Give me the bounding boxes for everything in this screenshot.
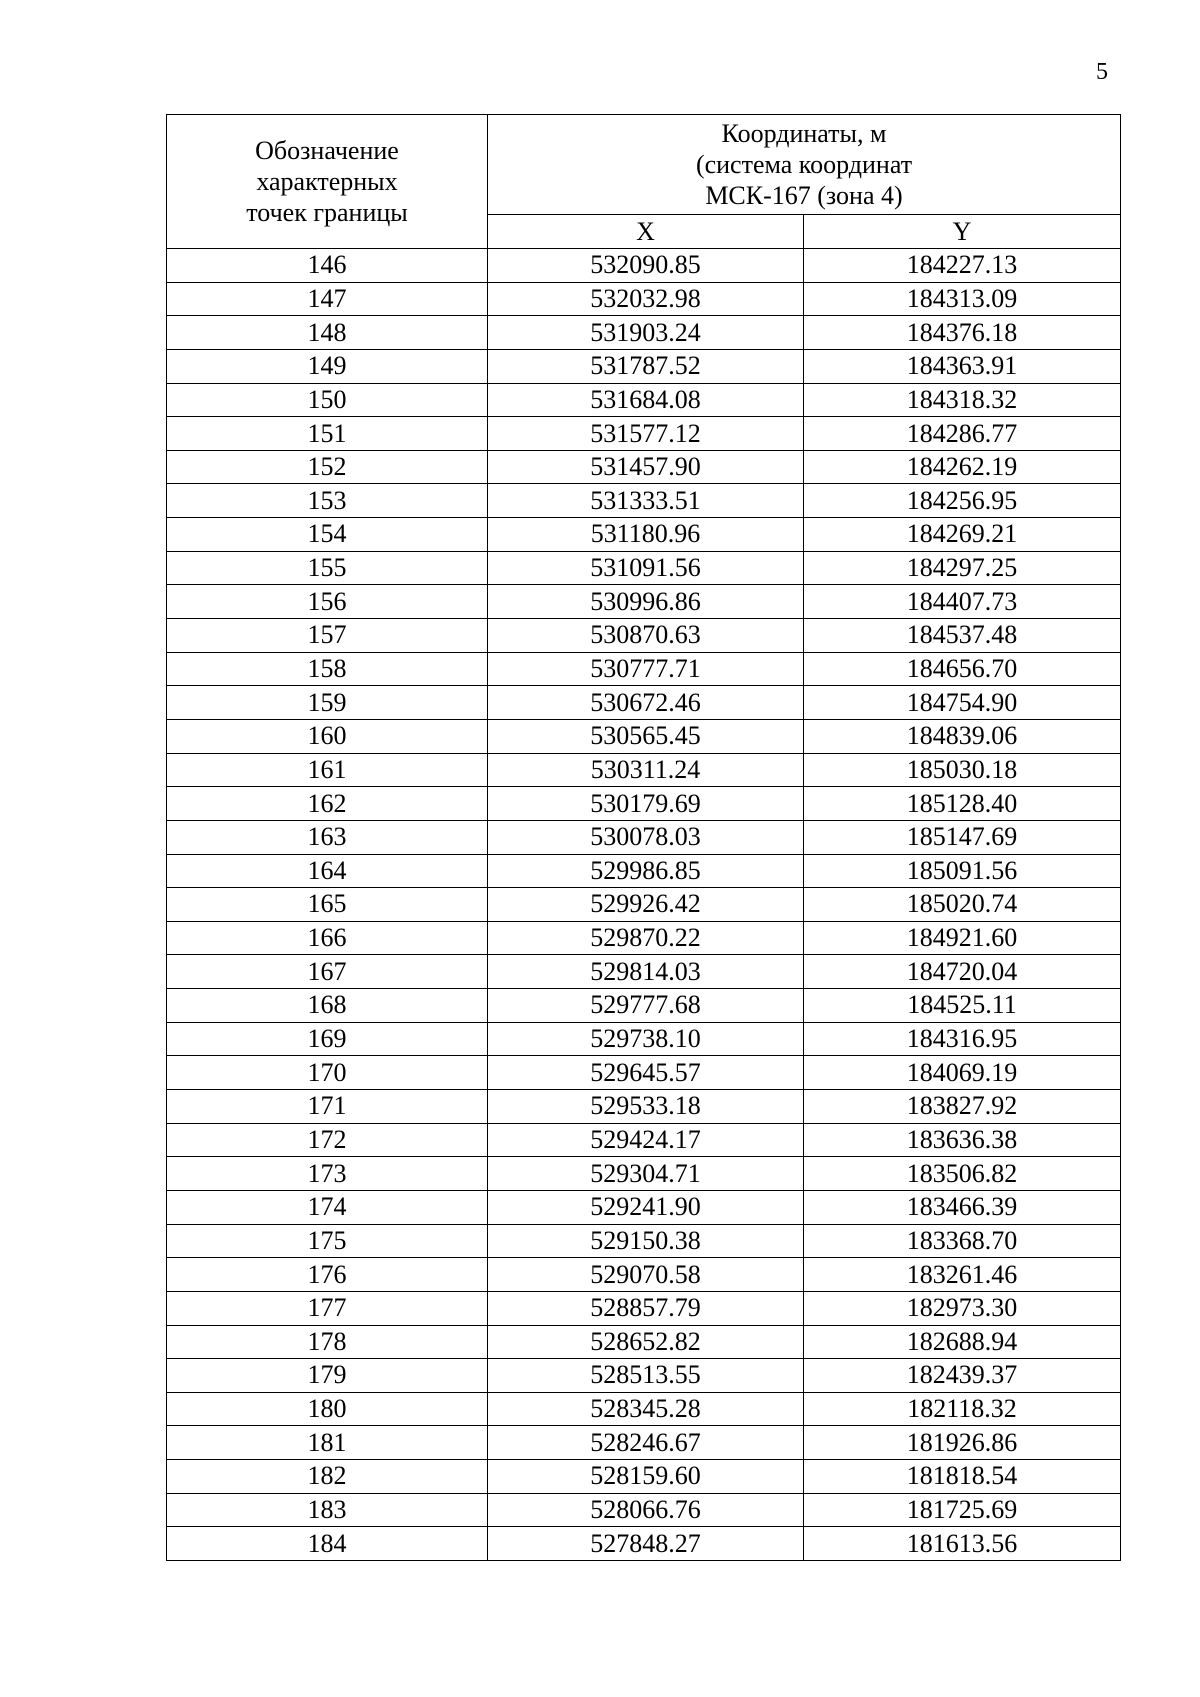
x-coordinate-cell: 527848.27	[488, 1527, 804, 1561]
point-cell: 164	[167, 854, 488, 888]
y-coordinate-cell: 184656.70	[804, 652, 1121, 686]
point-cell: 160	[167, 719, 488, 753]
table-row	[167, 854, 1121, 888]
x-coordinate-cell: 529870.22	[488, 921, 804, 955]
table-row	[167, 921, 1121, 955]
table-row	[167, 1123, 1121, 1157]
x-coordinate-cell: 530777.71	[488, 652, 804, 686]
y-coordinate-cell: 184318.32	[804, 383, 1121, 417]
point-cell: 177	[167, 1291, 488, 1325]
y-coordinate-cell: 182118.32	[804, 1392, 1121, 1426]
y-coordinate-cell: 181613.56	[804, 1527, 1121, 1561]
table-row	[167, 383, 1121, 417]
table-row	[167, 955, 1121, 989]
table-row	[167, 282, 1121, 316]
point-cell: 147	[167, 282, 488, 316]
point-cell: 161	[167, 753, 488, 787]
point-cell: 184	[167, 1527, 488, 1561]
point-cell: 172	[167, 1123, 488, 1157]
table-row	[167, 585, 1121, 619]
table-row	[167, 619, 1121, 653]
x-coordinate-cell: 529424.17	[488, 1123, 804, 1157]
y-coordinate-cell: 184363.91	[804, 349, 1121, 383]
y-coordinate-cell: 182439.37	[804, 1359, 1121, 1393]
y-coordinate-cell: 185128.40	[804, 787, 1121, 821]
table-row	[167, 450, 1121, 484]
point-cell: 162	[167, 787, 488, 821]
point-cell: 181	[167, 1426, 488, 1460]
table-row	[167, 1224, 1121, 1258]
y-coordinate-cell: 184227.13	[804, 249, 1121, 283]
x-coordinate-cell: 531684.08	[488, 383, 804, 417]
table-row	[167, 820, 1121, 854]
point-cell: 154	[167, 518, 488, 552]
table-row	[167, 1022, 1121, 1056]
x-coordinate-cell: 529304.71	[488, 1157, 804, 1191]
x-coordinate-cell: 530179.69	[488, 787, 804, 821]
x-coordinate-cell: 529645.57	[488, 1056, 804, 1090]
y-coordinate-cell: 181926.86	[804, 1426, 1121, 1460]
table-row	[167, 719, 1121, 753]
point-cell: 174	[167, 1190, 488, 1224]
table-row	[167, 349, 1121, 383]
table-row	[167, 888, 1121, 922]
table-row	[167, 1258, 1121, 1292]
table-row	[167, 484, 1121, 518]
point-cell: 168	[167, 989, 488, 1023]
y-coordinate-cell: 181818.54	[804, 1460, 1121, 1494]
point-cell: 178	[167, 1325, 488, 1359]
point-cell: 156	[167, 585, 488, 619]
point-cell: 158	[167, 652, 488, 686]
y-coordinate-cell: 183368.70	[804, 1224, 1121, 1258]
y-coordinate-cell: 184376.18	[804, 316, 1121, 350]
x-coordinate-cell: 529986.85	[488, 854, 804, 888]
y-coordinate-cell: 184262.19	[804, 450, 1121, 484]
point-cell: 149	[167, 349, 488, 383]
table-row	[167, 417, 1121, 451]
point-cell: 173	[167, 1157, 488, 1191]
point-cell: 153	[167, 484, 488, 518]
x-coordinate-cell: 529241.90	[488, 1190, 804, 1224]
x-coordinate-cell: 528246.67	[488, 1426, 804, 1460]
y-coordinate-cell: 183466.39	[804, 1190, 1121, 1224]
y-coordinate-cell: 185147.69	[804, 820, 1121, 854]
point-cell: 155	[167, 551, 488, 585]
y-coordinate-cell: 184313.09	[804, 282, 1121, 316]
x-coordinate-cell: 532090.85	[488, 249, 804, 283]
y-coordinate-cell: 183636.38	[804, 1123, 1121, 1157]
table-row	[167, 787, 1121, 821]
x-coordinate-cell: 529814.03	[488, 955, 804, 989]
x-coordinate-cell: 530311.24	[488, 753, 804, 787]
x-coordinate-cell: 528857.79	[488, 1291, 804, 1325]
x-coordinate-cell: 528066.76	[488, 1493, 804, 1527]
x-coordinate-cell: 530672.46	[488, 686, 804, 720]
y-coordinate-cell: 183827.92	[804, 1090, 1121, 1124]
point-cell: 152	[167, 450, 488, 484]
point-cell: 180	[167, 1392, 488, 1426]
header-coordinates: Координаты, м (система координат МСК-167 (зона 4)	[488, 115, 1121, 215]
x-coordinate-cell: 531333.51	[488, 484, 804, 518]
x-coordinate-cell: 529926.42	[488, 888, 804, 922]
coordinates-table	[166, 114, 1121, 1561]
point-cell: 182	[167, 1460, 488, 1494]
point-cell: 170	[167, 1056, 488, 1090]
y-coordinate-cell: 184286.77	[804, 417, 1121, 451]
table-row	[167, 249, 1121, 283]
y-coordinate-cell: 185020.74	[804, 888, 1121, 922]
y-coordinate-cell: 185030.18	[804, 753, 1121, 787]
point-cell: 157	[167, 619, 488, 653]
table-row	[167, 753, 1121, 787]
x-coordinate-cell: 531903.24	[488, 316, 804, 350]
y-coordinate-cell: 184069.19	[804, 1056, 1121, 1090]
x-coordinate-cell: 528513.55	[488, 1359, 804, 1393]
y-coordinate-cell: 184297.25	[804, 551, 1121, 585]
y-coordinate-cell: 181725.69	[804, 1493, 1121, 1527]
table-row	[167, 1460, 1121, 1494]
table-row	[167, 1291, 1121, 1325]
page-number: 5	[1096, 59, 1108, 85]
x-coordinate-cell: 528159.60	[488, 1460, 804, 1494]
point-cell: 176	[167, 1258, 488, 1292]
table-row	[167, 551, 1121, 585]
x-coordinate-cell: 529777.68	[488, 989, 804, 1023]
point-cell: 179	[167, 1359, 488, 1393]
y-coordinate-cell: 185091.56	[804, 854, 1121, 888]
x-coordinate-cell: 531091.56	[488, 551, 804, 585]
x-coordinate-cell: 530996.86	[488, 585, 804, 619]
point-cell: 183	[167, 1493, 488, 1527]
table-body	[167, 249, 1121, 1561]
table-row	[167, 1157, 1121, 1191]
point-cell: 175	[167, 1224, 488, 1258]
point-cell: 169	[167, 1022, 488, 1056]
y-coordinate-cell: 182688.94	[804, 1325, 1121, 1359]
table-header	[167, 115, 1121, 249]
point-cell: 163	[167, 820, 488, 854]
table-row	[167, 989, 1121, 1023]
point-cell: 150	[167, 383, 488, 417]
table-row	[167, 652, 1121, 686]
x-coordinate-cell: 528652.82	[488, 1325, 804, 1359]
y-coordinate-cell: 184525.11	[804, 989, 1121, 1023]
table-row	[167, 518, 1121, 552]
table-row	[167, 1527, 1121, 1561]
x-coordinate-cell: 529070.58	[488, 1258, 804, 1292]
x-coordinate-cell: 532032.98	[488, 282, 804, 316]
table-row	[167, 1359, 1121, 1393]
y-coordinate-cell: 182973.30	[804, 1291, 1121, 1325]
y-coordinate-cell: 184256.95	[804, 484, 1121, 518]
y-coordinate-cell: 184921.60	[804, 921, 1121, 955]
point-cell: 167	[167, 955, 488, 989]
x-coordinate-cell: 531457.90	[488, 450, 804, 484]
x-coordinate-cell: 529533.18	[488, 1090, 804, 1124]
x-coordinate-cell: 531180.96	[488, 518, 804, 552]
table-row	[167, 1056, 1121, 1090]
x-coordinate-cell: 531787.52	[488, 349, 804, 383]
y-coordinate-cell: 184839.06	[804, 719, 1121, 753]
table-row	[167, 316, 1121, 350]
x-coordinate-cell: 529150.38	[488, 1224, 804, 1258]
y-coordinate-cell: 184316.95	[804, 1022, 1121, 1056]
y-coordinate-cell: 184269.21	[804, 518, 1121, 552]
x-coordinate-cell: 528345.28	[488, 1392, 804, 1426]
table-row	[167, 686, 1121, 720]
table-row	[167, 1325, 1121, 1359]
x-coordinate-cell: 530870.63	[488, 619, 804, 653]
y-coordinate-cell: 184407.73	[804, 585, 1121, 619]
header-y: Y	[804, 215, 1121, 249]
header-point-designation: Обозначение характерных точек границы	[167, 115, 488, 249]
table-row	[167, 1190, 1121, 1224]
point-cell: 148	[167, 316, 488, 350]
point-cell: 165	[167, 888, 488, 922]
point-cell: 159	[167, 686, 488, 720]
x-coordinate-cell: 530078.03	[488, 820, 804, 854]
table-row	[167, 1392, 1121, 1426]
x-coordinate-cell: 530565.45	[488, 719, 804, 753]
header-x: X	[488, 215, 804, 249]
y-coordinate-cell: 184537.48	[804, 619, 1121, 653]
point-cell: 171	[167, 1090, 488, 1124]
table-row	[167, 1426, 1121, 1460]
point-cell: 151	[167, 417, 488, 451]
y-coordinate-cell: 184720.04	[804, 955, 1121, 989]
y-coordinate-cell: 183261.46	[804, 1258, 1121, 1292]
y-coordinate-cell: 183506.82	[804, 1157, 1121, 1191]
point-cell: 146	[167, 249, 488, 283]
y-coordinate-cell: 184754.90	[804, 686, 1121, 720]
table-row	[167, 1090, 1121, 1124]
table-row	[167, 1493, 1121, 1527]
x-coordinate-cell: 529738.10	[488, 1022, 804, 1056]
x-coordinate-cell: 531577.12	[488, 417, 804, 451]
point-cell: 166	[167, 921, 488, 955]
